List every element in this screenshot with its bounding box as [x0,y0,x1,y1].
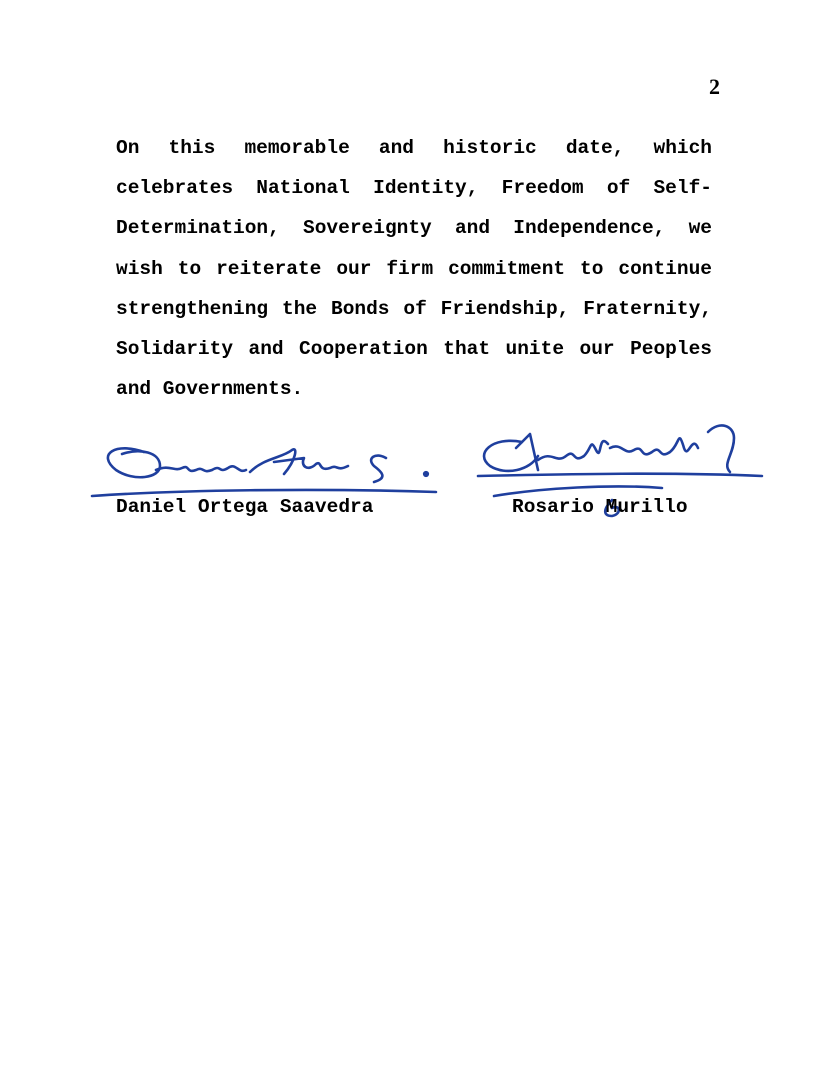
letter-paragraph: On this memorable and historic date, which celebrates National Identity, Freedom of Self-Determination, Sovereignty and Independence, we wish to reiterate our firm commitment to continue strengthening the Bonds of Friendship, Fraternity, Solidarity and Cooperation that unite our Peoples and Governments. [116,137,712,401]
page-number: 2 [709,74,720,99]
signatory-name-rosario-murillo: Rosario Murillo [512,496,688,518]
signatory-name-daniel-ortega: Daniel Ortega Saavedra [116,496,374,518]
